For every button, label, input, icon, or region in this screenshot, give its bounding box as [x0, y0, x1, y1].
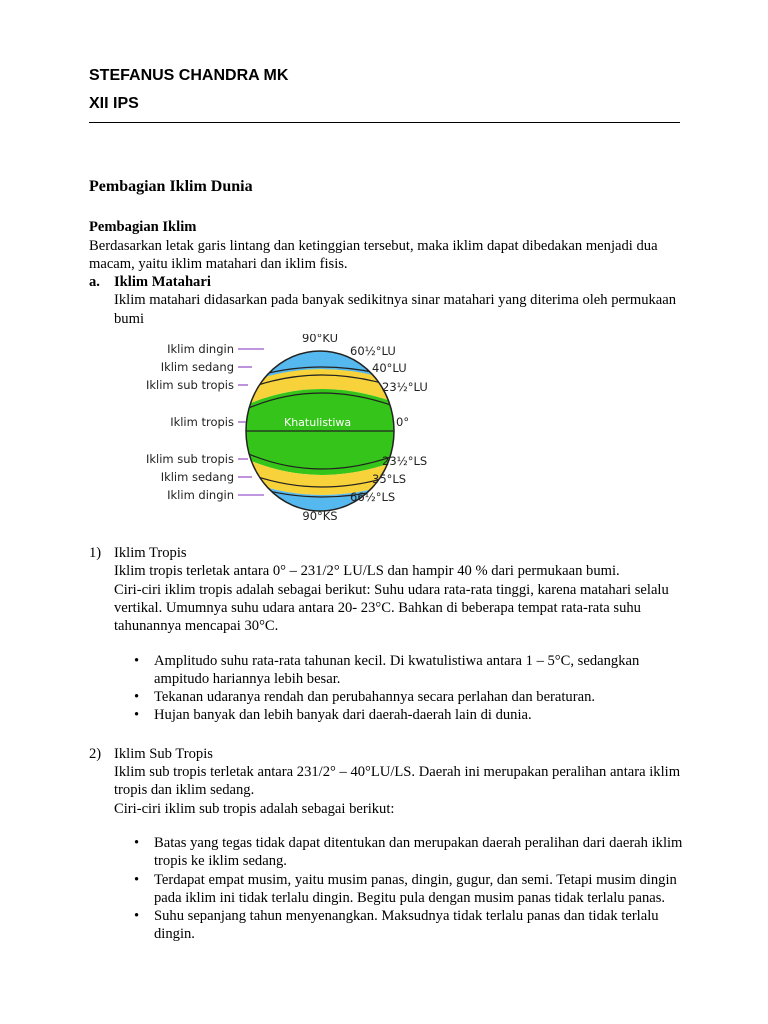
subsection-a-title: Iklim Matahari [114, 274, 211, 291]
list-item [134, 688, 689, 706]
bullet-text: Tekanan udaranya rendah dan perubahannya secara perlahan dan beraturan. [154, 689, 596, 706]
item-1-paragraph-2: Ciri-ciri iklim tropis adalah sebagai berikut: Suhu udara rata-rata tinggi, karena matahari selalu vertikal. Umumnya suhu udara antara 20- 23°C. Bahkan di beberapa tempat rata-rata suhu tahunannya mencapai 30°C. [114, 581, 669, 635]
label-right-5: 23½°LS [382, 454, 428, 469]
label-equator: Khatulistiwa [284, 416, 352, 430]
item-2-heading [89, 745, 689, 763]
list-item [134, 834, 689, 871]
label-left-6: Iklim sedang [160, 470, 234, 485]
bullet-icon: • [134, 689, 140, 706]
list-item [134, 706, 689, 724]
document-body [89, 178, 689, 944]
document-header [89, 62, 680, 123]
label-left-2: Iklim sedang [160, 360, 234, 375]
bullet-icon: • [134, 707, 140, 724]
list-item [134, 871, 689, 908]
globe-diagram-svg [114, 334, 444, 530]
label-left-4: Iklim tropis [170, 415, 234, 430]
subsection-a [89, 273, 689, 291]
list-item [134, 652, 689, 689]
subsection-a-marker: a. [89, 274, 100, 291]
bullet-text: Amplitudo suhu rata-rata tahunan kecil. Di kwatulistiwa antara 1 – 5°C, sedangkan ampitudo hariannya lebih besar. [154, 652, 640, 687]
bullet-icon: • [134, 834, 140, 851]
label-right-3: 23½°LU [382, 380, 428, 395]
section-intro: Berdasarkan letak garis lintang dan ketinggian tersebut, maka iklim dapat dibedakan menjadi dua macam, yaitu iklim matahari dan iklim fisis. [89, 237, 658, 272]
item-2-bullets [89, 834, 689, 944]
section-heading: Pembagian Iklim [89, 219, 197, 236]
author-name: STEFANUS CHANDRA MK [89, 67, 289, 84]
item-1-number: 1) [89, 545, 102, 562]
list-item [134, 907, 689, 944]
label-right-7: 66½°LS [350, 490, 396, 505]
item-2-paragraph-2: Ciri-ciri iklim sub tropis adalah sebagai berikut: [114, 800, 395, 817]
bullet-icon: • [134, 871, 140, 888]
bullet-text: Terdapat empat musim, yaitu musim panas, dingin, gugur, dan semi. Tetapi musim dingin pada iklim ini tidak terlalu dingin. Begitu pula dengan musim panas tidak terlalu panas. [154, 871, 677, 906]
label-south-pole: 90°KS [302, 509, 338, 524]
item-2-paragraph-1: Iklim sub tropis terletak antara 231/2° – 40°LU/LS. Daerah ini merupakan peralihan antara iklim tropis dan iklim sedang. [114, 764, 681, 799]
page-title: Pembagian Iklim Dunia [89, 178, 253, 195]
bullet-text: Hujan banyak dan lebih banyak dari daerah-daerah lain di dunia. [154, 707, 532, 724]
label-left-1: Iklim dingin [167, 342, 234, 357]
label-left-3: Iklim sub tropis [145, 378, 234, 393]
label-right-2: 40°LU [372, 361, 407, 376]
bullet-icon: • [134, 652, 140, 669]
item-1-title: Iklim Tropis [114, 545, 187, 562]
bullet-icon: • [134, 908, 140, 925]
climate-zone-diagram [114, 334, 444, 530]
subsection-a-desc: Iklim matahari didasarkan pada banyak sedikitnya sinar matahari yang diterima oleh permukaan bumi [114, 292, 677, 327]
label-north-pole: 90°KU [301, 334, 339, 346]
label-right-6: 35°LS [372, 472, 407, 487]
label-right-4: 0° [396, 415, 410, 430]
item-1-paragraph-1: Iklim tropis terletak antara 0° – 231/2° LU/LS dan hampir 40 % dari permukaan bumi. [114, 563, 620, 580]
header-divider [89, 122, 680, 123]
bullet-text: Batas yang tegas tidak dapat ditentukan dan merupakan daerah peralihan dari daerah iklim tropis ke iklim sedang. [154, 834, 683, 870]
bullet-text: Suhu sepanjang tahun menyenangkan. Maksudnya tidak terlalu panas dan tidak terlalu dingin. [154, 908, 659, 943]
label-left-5: Iklim sub tropis [145, 452, 234, 467]
label-left-7: Iklim dingin [167, 488, 234, 503]
item-2-number: 2) [89, 745, 102, 762]
author-class: XII IPS [89, 95, 139, 112]
item-1-bullets [89, 652, 689, 725]
item-2-title: Iklim Sub Tropis [114, 745, 213, 762]
label-right-1: 60½°LU [350, 344, 396, 359]
item-1-heading [89, 544, 689, 562]
